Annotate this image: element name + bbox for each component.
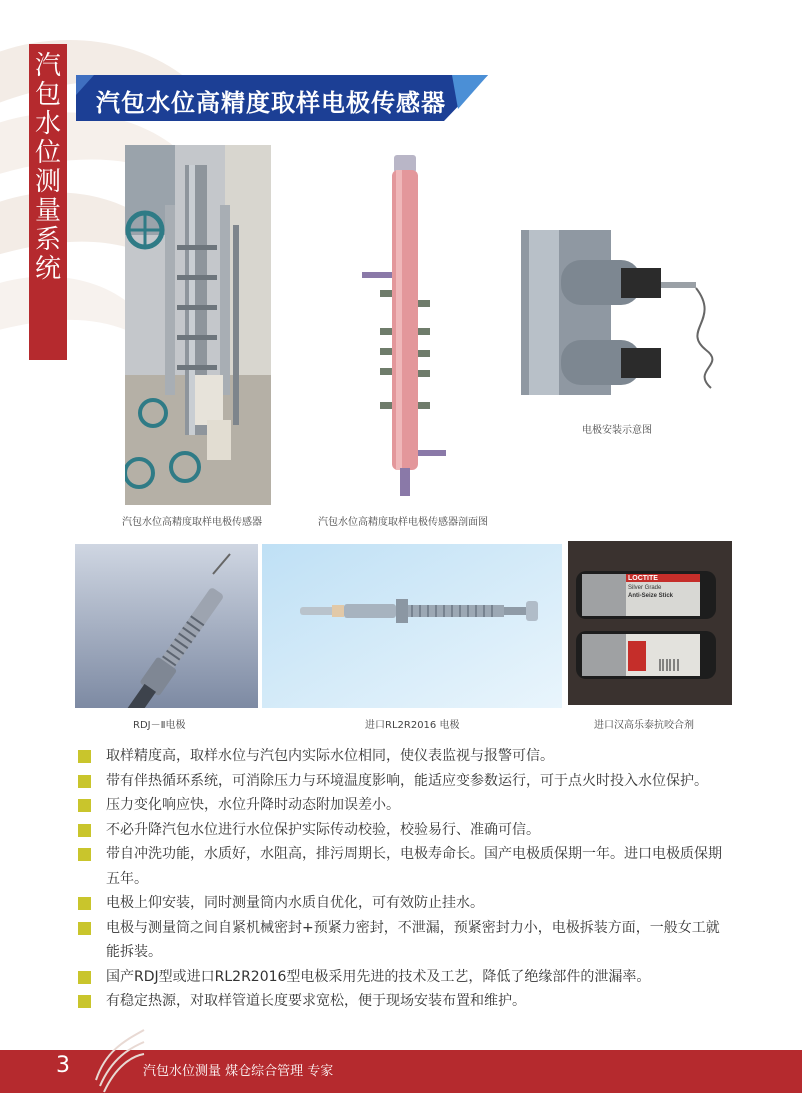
list-item-text: 带有伴热循环系统，可消除压力与环境温度影响，能适应变参数运行，可于点火时投入水位保护。 — [106, 772, 708, 789]
caption-rl2r2016-electrode: 进口RL2R2016 电极 — [365, 720, 460, 731]
bullet-square-icon — [78, 971, 91, 984]
loctite-stick-illustration — [568, 541, 732, 705]
caption-installed-sensor: 汽包水位高精度取样电极传感器 — [122, 517, 262, 528]
sensor-section-illustration — [360, 150, 450, 500]
list-item-text: 有稳定热源，对取样管道长度要求宽松，便于现场安装布置和维护。 — [106, 993, 526, 1009]
list-item-text: 压力变化响应快，水位升降时动态附加误差小。 — [106, 797, 400, 813]
side-tab-char: 位 — [34, 138, 61, 168]
photo-electrode-installation — [521, 230, 726, 395]
side-tab-char: 量 — [34, 196, 61, 226]
list-item-text: 不必升降汽包水位进行水位保护实际传动校验，校验易行、准确可信。 — [106, 821, 540, 838]
side-tab-char: 系 — [34, 225, 61, 255]
bullet-square-icon — [78, 775, 91, 788]
list-item-text: 电极上仰安装，同时测量筒内水质自优化，可有效防止挂水。 — [106, 895, 484, 911]
list-item-text: 取样精度高，取样水位与汽包内实际水位相同，使仪表监视与报警可信。 — [106, 748, 554, 764]
list-item — [76, 793, 726, 818]
loctite-brand-label: LOCTITE — [628, 575, 658, 582]
list-item-text: 带自冲洗功能，水质好，水阻高，排污周期长，电极寿命长。国产电极质保期一年。进口电极质保期五年。 — [106, 846, 722, 887]
side-tab-char: 包 — [34, 80, 61, 110]
loctite-product-label-1: Silver Grade — [628, 585, 662, 591]
list-item-text: 国产RDJ型或进口RL2R2016型电极采用先进的技术及工艺，降低了绝缘部件的泄漏率。 — [106, 968, 651, 985]
bullet-square-icon — [78, 799, 91, 812]
bullet-square-icon — [78, 824, 91, 837]
page-title: 汽包水位高精度取样电极传感器 — [96, 89, 446, 117]
electrode-installation-illustration — [521, 230, 726, 395]
list-item — [76, 916, 726, 965]
photo-loctite-stick — [568, 541, 732, 705]
bullet-square-icon — [78, 848, 91, 861]
side-tab-text — [29, 52, 67, 284]
loctite-product-label-2: Anti-Seize Stick — [628, 593, 674, 599]
side-section-tab — [29, 44, 67, 360]
rl2r2016-electrode-illustration — [262, 544, 562, 708]
side-tab-char: 水 — [34, 109, 61, 139]
installed-sensor-illustration — [125, 145, 271, 505]
footer-tagline: 汽包水位测量 煤仓综合管理 专家 — [143, 1064, 334, 1079]
side-tab-char: 测 — [34, 167, 61, 197]
caption-rdj-electrode: RDJ－Ⅱ电极 — [133, 720, 186, 731]
list-item — [76, 989, 726, 1014]
list-item — [76, 769, 726, 794]
bullet-square-icon — [78, 897, 91, 910]
list-item — [76, 842, 726, 891]
list-item — [76, 891, 726, 916]
diagram-sensor-section — [360, 150, 450, 500]
caption-loctite-stick: 进口汉高乐泰抗咬合剂 — [594, 720, 694, 731]
side-tab-char: 统 — [34, 254, 61, 284]
list-item — [76, 818, 726, 843]
photo-rl2r2016-electrode — [262, 544, 562, 708]
footer-swirl-logo — [86, 1020, 146, 1093]
list-item-text: 电极与测量筒之间自紧机械密封+预紧力密封，不泄漏，预紧密封力小，电极拆装方面，一般女工就能拆装。 — [106, 919, 720, 960]
page-number: 3 — [56, 1053, 70, 1078]
caption-electrode-installation: 电极安装示意图 — [582, 425, 652, 436]
photo-rdj-electrode — [75, 544, 258, 708]
rdj-electrode-illustration — [75, 544, 258, 708]
photo-installed-sensor — [125, 145, 271, 505]
list-item — [76, 965, 726, 990]
feature-list — [76, 744, 726, 1014]
bullet-square-icon — [78, 922, 91, 935]
bullet-square-icon — [78, 995, 91, 1008]
bullet-square-icon — [78, 750, 91, 763]
side-tab-char: 汽 — [34, 51, 61, 81]
list-item — [76, 744, 726, 769]
caption-sensor-section: 汽包水位高精度取样电极传感器剖面图 — [318, 517, 488, 528]
